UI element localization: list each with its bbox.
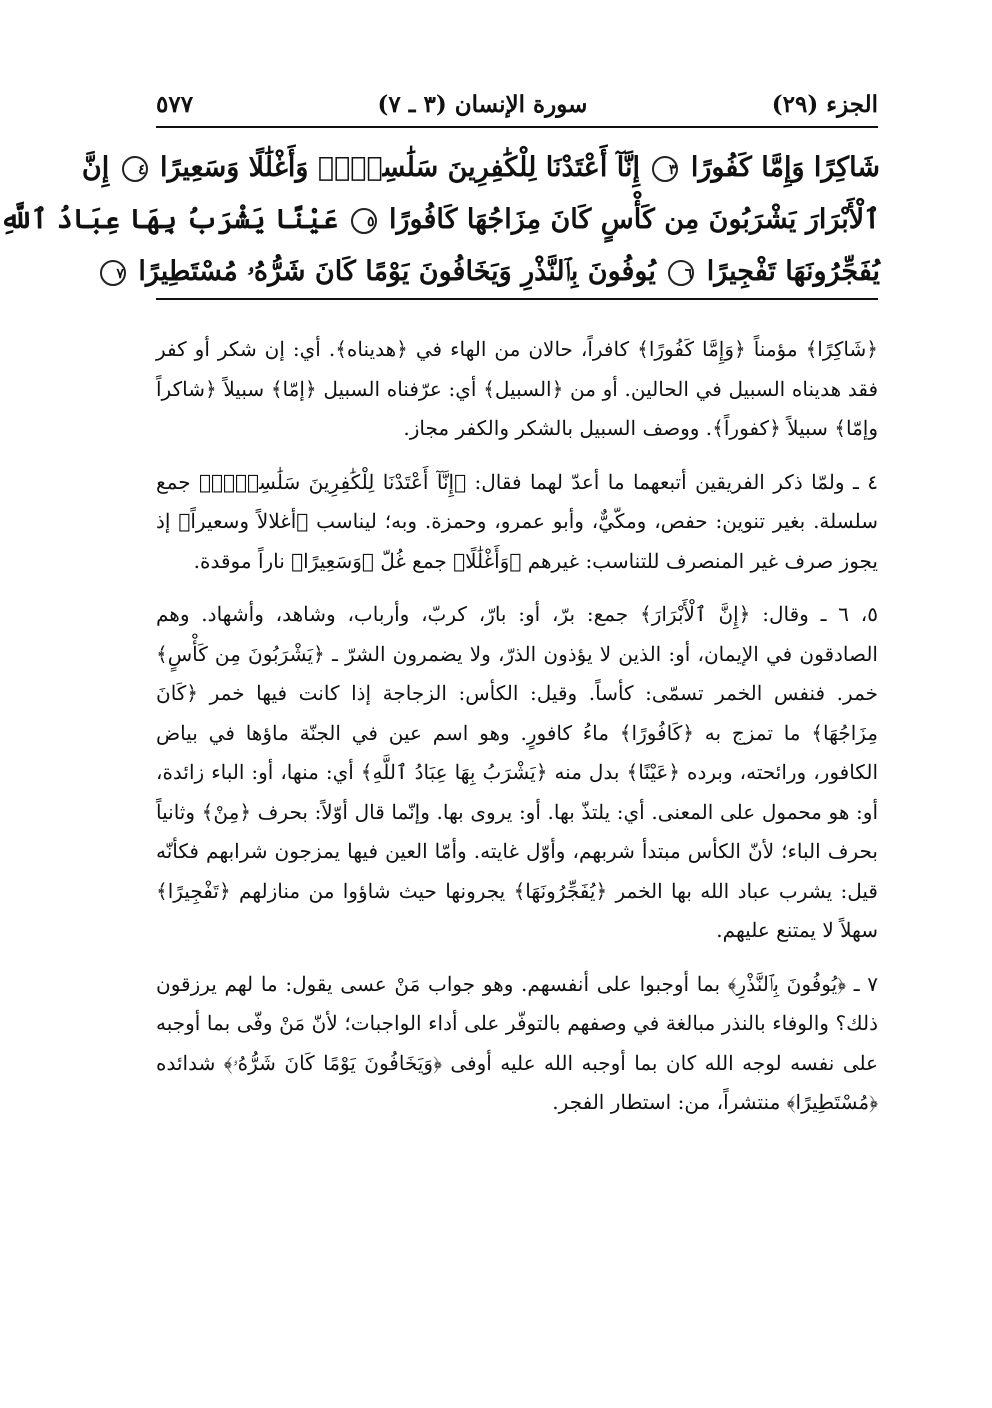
verse-number-marker: ٧ — [100, 260, 126, 286]
verse-text: يُفَجِّرُونَهَا تَفْجِيرًا — [706, 256, 880, 287]
verse-line-2 — [0, 194, 880, 246]
commentary-paragraph: ﴿شَاكِرًا﴾ مؤمناً ﴿وَإِمَّا كَفُورًا﴾ كافراً، حالان من الهاء في ﴿هديناه﴾. أي: إن شكر أو كفر فقد هديناه السبيل في الحالين. أو من ﴿السبيل﴾ أي: عرّفناه السبيل ﴿إمّا﴾ سبيلاً ﴿شاكراً وإمّا﴾ سبيلاً ﴿كفوراً﴾. ووصف السبيل بالشكر والكفر مجاز. — [156, 337, 878, 440]
header-divider — [156, 126, 878, 128]
verse-text: إِنَّآ أَعْتَدْنَا لِلْكَٰفِرِينَ سَلَٰسِلَا۟ وَأَغْلَٰلًا وَسَعِيرًا — [160, 152, 641, 183]
tafsir-commentary — [156, 330, 878, 1135]
verse-text: يُوفُونَ بِٱلنَّذْرِ وَيَخَافُونَ يَوْمًا كَانَ شَرُّهُۥ مُسْتَطِيرًا — [138, 256, 656, 287]
surah-title: سورة الإنسان (٣ ـ ٧) — [377, 90, 588, 118]
verse-text: عَيْنًا يَشْرَبُ بِهَا عِبَادُ ٱللَّهِ — [0, 204, 339, 235]
verse-text: ٱلْأَبْرَارَ يَشْرَبُونَ مِن كَأْسٍ كَانَ مِزَاجُهَا كَافُورًا — [388, 204, 880, 235]
commentary-paragraph: ٤ ـ ولمّا ذكر الفريقين أتبعهما ما أعدّ لهما فقال: ﴿إِنَّآ أَعْتَدْنَا لِلْكَٰفِرِينَ سَلَٰسِلَا۟﴾ جمع سلسلة. بغير تنوين: حفص، ومكّيٌّ، وأبو عمرو، وحمزة. وبه؛ ليناسب ﴿أغلالاً وسعيراً﴾ إذ يجوز صرف غير المنصرف للتناسب: غيرهم ﴿وَأَغْلَٰلًا﴾ جمع غُلّ ﴿وَسَعِيرًا﴾ ناراً موقدة. — [156, 469, 878, 573]
verse-text: شَاكِرًا وَإِمَّا كَفُورًا — [690, 152, 880, 183]
quran-verses — [0, 142, 880, 298]
verses-divider — [156, 298, 878, 300]
verse-number-marker: ٤ — [122, 156, 148, 182]
commentary-paragraph: ٥، ٦ ـ وقال: ﴿إِنَّ ٱلْأَبْرَارَ﴾ جمع: برّ، أو: بارّ، كربّ، وأرباب، وشاهد، وأشهاد. وهم الصادقون في الإيمان، أو: الذين لا يؤذون الذرّ، ولا يضمرون الشرّ ـ ﴿يَشْرَبُونَ مِن كَأْسٍ﴾ خمر. فنفس الخمر تسمّى: كأساً. وقيل: الكأس: الزجاجة إذا كانت فيها خمر ﴿كَانَ مِزَاجُهَا﴾ ما تمزج به ﴿كَافُورًا﴾ ماءُ كافورٍ. وهو اسم عين في الجنّة ماؤها في بياض الكافور، ورائحته، وبرده ﴿عَيْنًا﴾ بدل منه ﴿يَشْرَبُ بِهَا عِبَادُ ٱللَّهِ﴾ أي: منها، أو: الباء زائدة، أو: هو محمول على المعنى. أي: يلتذّ بها. أو: يروى بها. وإنّما قال أوّلاً: بحرف ﴿مِنْ﴾ وثانياً بحرف الباء؛ لأنّ الكأس مبتدأ شربهم، وأوّل غايته. وأمّا العين فيها يمزجون شرابهم فكأنّه قيل: يشرب عباد الله بها الخمر ﴿يُفَجِّرُونَهَا﴾ يجرونها حيث شاؤوا من منازلهم ﴿تَفْجِيرًا﴾ سهلاً لا يمتنع عليهم. — [156, 602, 879, 942]
page-number: ٥٧٧ — [156, 90, 194, 118]
verse-text: إِنَّ — [81, 152, 110, 183]
verse-line-3 — [116, 246, 880, 298]
juz-label: الجزء (٢٩) — [771, 90, 878, 118]
verse-number-marker: ٣ — [652, 156, 678, 182]
verse-number-marker: ٥ — [351, 208, 377, 234]
commentary-paragraph: ٧ ـ ﴿يُوفُونَ بِٱلنَّذْرِ﴾ بما أوجبوا على أنفسهم. وهو جواب مَنْ عسى يقول: ما لهم يرزقون ذلك؟ والوفاء بالنذر مبالغة في وصفهم بالتوفّر على أداء الواجبات؛ لأنّ مَنْ وفّى بما أوجبه على نفسه لوجه الله كان بما أوجبه الله عليه أوفى ﴿وَيَخَافُونَ يَوْمًا كَانَ شَرُّهُۥ﴾ شدائده ﴿مُسْتَطِيرًا﴾ منتشراً، من: استطار الفجر. — [156, 971, 878, 1114]
verse-number-marker: ٦ — [668, 260, 694, 286]
verse-line-1 — [81, 142, 880, 194]
page-header — [156, 82, 878, 126]
